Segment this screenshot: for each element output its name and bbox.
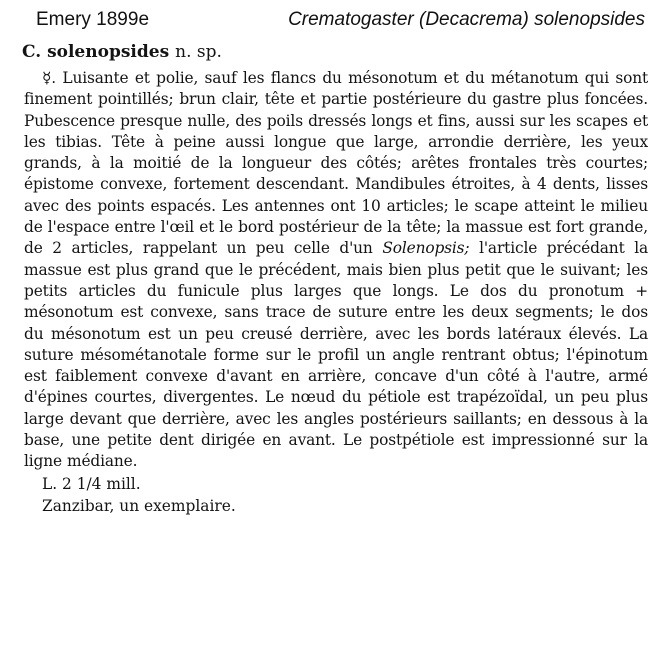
species-status: n. sp.	[175, 42, 222, 62]
description-part-3: mésonotum est convexe, sans trace de suture entre les deux segments; le dos du mésonotum est un peu creusé derrière, avec les bords latéraux élevés. La suture mésométanotale forme sur le profil un angle rentrant obtus; l'épinotum est faiblement convexe d'avant en arrière, concave d'un côté à l'autre, armé d'épines courtes, divergentes. Le nœud du pétiole est trapézoïdal, un peu plus large devant que derrière, avec les angles postérieurs saillants; en dessous à la base, une petite dent dirigée en avant. Le postpétiole est impressionné sur la ligne médiane.	[24, 303, 648, 471]
length-measurement: L. 2 1/4 mill.	[42, 474, 141, 493]
scanned-text-block	[14, 40, 654, 517]
description-part-1: Luisante et polie, sauf les flancs du mésonotum et du métanotum qui sont finement pointillés; brun clair, tête et partie postérieure du gastre plus foncées. Pubescence presque nulle, des poils dressés longs et fins, aussi sur les scapes et les tibias. Tête à peine aussi longue que large, arrondie derrière, les yeux grands, à la moitié de la longueur des côtés; arêtes frontales très courtes; épistome convexe, fortement descendant. Mandibules étroites, à 4 dents, lisses avec des points espacés. Les antennes ont 10 articles; le scape atteint le milieu de l'espace entre l'œil et le bord postérieur de la tête; la massue est fort grande, de 2 articles, rappelant un peu celle d'un	[24, 69, 649, 258]
plus-sign: +	[635, 281, 648, 300]
taxon-label: Crematogaster (Decacrema) solenopsides	[288, 9, 645, 30]
page-header	[0, 9, 665, 35]
genus-reference: Solenopsis;	[382, 239, 470, 258]
description-paragraph	[14, 68, 654, 473]
worker-symbol-icon: ☿.	[42, 69, 57, 87]
species-name: C. solenopsides	[22, 42, 170, 62]
citation-label: Emery 1899e	[36, 9, 150, 30]
type-locality: Zanzibar, un exemplaire.	[42, 496, 236, 515]
description-part-2: l'article précédant la massue est plus grand que le précédent, mais bien plus petit que le suivant; les petits articles du funicule plus larges que longs. Le dos du pronotum	[24, 239, 649, 300]
species-heading	[22, 40, 654, 64]
